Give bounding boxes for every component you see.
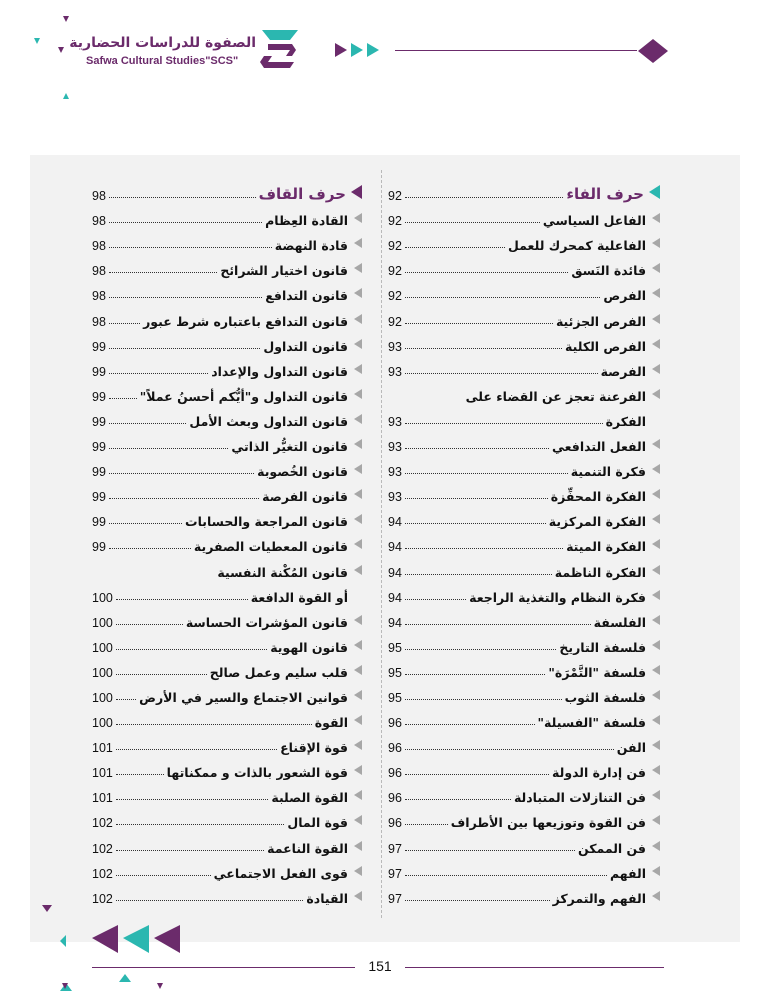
bullet-arrow-icon [354, 514, 362, 524]
index-entry [92, 755, 362, 780]
bullet-arrow-icon [652, 640, 660, 650]
entry-title: فن التنازلات المتبادلة [513, 790, 646, 806]
page-ref: 93 [388, 339, 402, 354]
bullet-arrow-icon [652, 740, 660, 750]
leader-dots [116, 649, 267, 650]
index-entry [92, 379, 362, 404]
entry-title: الفرص الكلية [565, 338, 646, 354]
leader-dots [109, 523, 182, 524]
leader-dots [109, 222, 262, 223]
index-entry [92, 605, 362, 630]
index-entry [92, 580, 362, 605]
entry-title: قوى الفعل الاجتماعي [213, 865, 348, 881]
index-entry [92, 404, 362, 429]
bullet-arrow-icon [354, 539, 362, 549]
page-ref: 101 [92, 791, 113, 806]
index-entry [388, 554, 660, 579]
leader-dots [109, 297, 262, 298]
index-entries-qaf [92, 203, 362, 906]
heading-arrow-icon [351, 185, 362, 199]
leader-dots [405, 197, 563, 198]
logo-english-text: Safwa Cultural Studies"SCS" [86, 55, 239, 67]
leader-dots [116, 774, 164, 775]
entry-title: قانون الخُصوبة [257, 464, 348, 480]
page-ref: 92 [388, 314, 402, 329]
index-entry [388, 454, 660, 479]
page-ref: 99 [92, 414, 106, 429]
entry-title: الفن [616, 740, 646, 756]
bullet-arrow-icon [652, 841, 660, 851]
scs-logo-icon [258, 26, 302, 70]
leader-dots [109, 498, 259, 499]
leader-dots [116, 674, 207, 675]
entry-title: الفهم والتمركز [552, 890, 646, 906]
bullet-arrow-icon [354, 615, 362, 625]
bullet-arrow-icon [354, 414, 362, 424]
index-entry [388, 755, 660, 780]
page-ref: 95 [388, 690, 402, 705]
leader-dots [109, 423, 187, 424]
entry-title: فن الممكن [577, 840, 646, 856]
index-entry [388, 278, 660, 303]
bullet-arrow-icon [652, 288, 660, 298]
leader-dots [405, 749, 614, 750]
index-entry [92, 354, 362, 379]
bullet-arrow-icon [354, 389, 362, 399]
entry-title: فلسفة التاريخ [559, 639, 646, 655]
index-entry [92, 856, 362, 881]
page-ref: 99 [92, 490, 106, 505]
page-ref: 100 [92, 716, 113, 731]
page-ref: 98 [92, 264, 106, 279]
leader-dots [405, 599, 466, 600]
entry-title: قانون اختيار الشرائح [220, 263, 348, 279]
page-ref: 98 [92, 289, 106, 304]
entry-title: الفعل التدافعي [551, 439, 646, 455]
bullet-arrow-icon [652, 314, 660, 324]
leader-dots [405, 624, 591, 625]
page-ref: 96 [388, 716, 402, 731]
bullet-arrow-icon [354, 690, 362, 700]
bullet-arrow-icon [354, 339, 362, 349]
page-ref: 100 [92, 615, 113, 630]
index-entry [388, 479, 660, 504]
index-entry [92, 504, 362, 529]
leader-dots [109, 373, 208, 374]
leader-dots [116, 599, 248, 600]
index-entry [92, 454, 362, 479]
index-entry [388, 655, 660, 680]
leader-dots [405, 348, 562, 349]
bullet-arrow-icon [652, 539, 660, 549]
header-diamond-icon [636, 37, 670, 65]
leader-dots [116, 799, 269, 800]
page-ref: 97 [388, 891, 402, 906]
entry-title: الفكرة [605, 413, 646, 429]
entry-title: قانون المعطيات الصفرية [193, 539, 348, 555]
leader-dots [405, 323, 553, 324]
index-entry [388, 830, 660, 855]
leader-dots [405, 574, 552, 575]
index-entry [388, 253, 660, 278]
entry-title: فلسفة "الفسيلة" [537, 715, 646, 731]
page-ref: 94 [388, 540, 402, 555]
index-column-qaf [92, 178, 362, 906]
entry-title: قانون التداول والإعداد [211, 363, 348, 379]
page-ref: 92 [388, 189, 402, 204]
page-number: 151 [355, 958, 405, 974]
page-ref: 93 [388, 465, 402, 480]
bullet-arrow-icon [652, 263, 660, 273]
leader-dots [405, 850, 575, 851]
leader-dots [405, 649, 556, 650]
page-ref: 93 [388, 440, 402, 455]
index-entry [92, 303, 362, 328]
entry-title: فن القوة وتوزيعها بين الأطراف [450, 815, 646, 831]
index-entry [388, 605, 660, 630]
index-entry [388, 429, 660, 454]
entry-title: قوانين الاجتماع والسير في الأرض [139, 689, 348, 705]
entry-title: القوة الصلبة [271, 790, 348, 806]
page-ref: 99 [92, 540, 106, 555]
bullet-arrow-icon [354, 288, 362, 298]
index-entry [388, 856, 660, 881]
page-ref: 100 [92, 590, 113, 605]
index-entry [92, 479, 362, 504]
bullet-arrow-icon [354, 866, 362, 876]
leader-dots [405, 297, 601, 298]
index-entry [388, 203, 660, 228]
bullet-arrow-icon [354, 765, 362, 775]
page-ref: 102 [92, 891, 113, 906]
header-rule [395, 50, 637, 51]
leader-dots [405, 674, 546, 675]
leader-dots [109, 323, 140, 324]
entry-title: قوة الشعور بالذات و ممكناتها [166, 765, 348, 781]
entry-title: قانون التدافع [265, 288, 348, 304]
bullet-arrow-icon [354, 464, 362, 474]
page-ref: 102 [92, 866, 113, 881]
bullet-arrow-icon [652, 213, 660, 223]
bullet-arrow-icon [652, 765, 660, 775]
bullet-arrow-icon [652, 464, 660, 474]
bullet-arrow-icon [652, 815, 660, 825]
leader-dots [109, 348, 260, 349]
leader-dots [116, 624, 183, 625]
page-ref: 94 [388, 590, 402, 605]
leader-dots [405, 799, 511, 800]
index-entry [388, 680, 660, 705]
page-ref: 102 [92, 841, 113, 856]
page-ref: 92 [388, 264, 402, 279]
bullet-arrow-icon [652, 439, 660, 449]
index-entry [92, 253, 362, 278]
decor-triangles-topleft [0, 0, 90, 110]
entry-title: قانون المراجعة والحسابات [185, 514, 348, 530]
page-ref: 93 [388, 490, 402, 505]
page-ref: 96 [388, 816, 402, 831]
page-ref: 99 [92, 515, 106, 530]
page-ref: 93 [388, 364, 402, 379]
page-ref: 99 [92, 339, 106, 354]
index-entry [92, 655, 362, 680]
index-entry [92, 278, 362, 303]
leader-dots [116, 699, 136, 700]
page-ref: 100 [92, 665, 113, 680]
bullet-arrow-icon [354, 715, 362, 725]
entry-title: الفلسفة [593, 614, 646, 630]
page-ref: 99 [92, 465, 106, 480]
entry-title: قانون التغيُّر الذاتي [231, 439, 348, 455]
leader-dots [405, 373, 598, 374]
logo-arabic-text: الصفوة للدراسات الحضارية [69, 35, 256, 51]
entry-title: قانون التداول وبعث الأمل [189, 413, 348, 429]
entry-title: قانون التداول [263, 338, 348, 354]
entry-title: قلب سليم وعمل صالح [209, 664, 348, 680]
leader-dots [405, 724, 535, 725]
entry-title: فلسفة "التَّمْرَة" [548, 664, 646, 680]
entry-title: فائدة النَسق [571, 263, 646, 279]
page-ref: 99 [92, 389, 106, 404]
bullet-arrow-icon [354, 665, 362, 675]
page-ref: 94 [388, 615, 402, 630]
leader-dots [405, 548, 563, 549]
bullet-arrow-icon [354, 489, 362, 499]
page-ref: 98 [92, 189, 106, 204]
entry-title: الفكرة الميتة [566, 539, 646, 555]
page-ref: 95 [388, 665, 402, 680]
index-entry [92, 705, 362, 730]
leader-dots [405, 824, 448, 825]
index-entry [388, 805, 660, 830]
leader-dots [405, 900, 550, 901]
heading-arrow-icon [649, 185, 660, 199]
leader-dots [405, 498, 548, 499]
index-entry [388, 580, 660, 605]
decor-footer-left [30, 895, 190, 1000]
section-heading-fa [388, 178, 660, 203]
index-entry [388, 354, 660, 379]
entry-title: فلسفة الثوب [564, 689, 646, 705]
leader-dots [116, 749, 277, 750]
page-ref: 95 [388, 640, 402, 655]
leader-dots [405, 247, 505, 248]
entry-title: القيادة [306, 890, 348, 906]
entry-title: الفرص [603, 288, 646, 304]
bullet-arrow-icon [354, 364, 362, 374]
leader-dots [405, 774, 549, 775]
leader-dots [405, 875, 607, 876]
index-entry [388, 329, 660, 354]
bullet-arrow-icon [652, 690, 660, 700]
index-entry [388, 404, 660, 429]
page-ref: 97 [388, 841, 402, 856]
leader-dots [405, 423, 603, 424]
entry-title: الفكرة المحفِّزة [550, 489, 646, 505]
leader-dots [405, 523, 546, 524]
bullet-arrow-icon [652, 590, 660, 600]
leader-dots [109, 247, 272, 248]
bullet-arrow-icon [354, 263, 362, 273]
bullet-arrow-icon [354, 213, 362, 223]
index-entry [92, 529, 362, 554]
entry-title: قانون المؤشرات الحساسة [185, 614, 348, 630]
entry-title: الفرعنة تعجز عن القضاء على [465, 388, 646, 404]
page-ref: 93 [388, 414, 402, 429]
index-entry [388, 630, 660, 655]
entry-title: قانون الهوية [270, 639, 348, 655]
bullet-arrow-icon [652, 615, 660, 625]
index-entry [92, 554, 362, 579]
leader-dots [116, 850, 264, 851]
page-ref: 96 [388, 766, 402, 781]
entry-title: الفرص الجزئية [555, 313, 646, 329]
index-entry [92, 429, 362, 454]
page-ref: 92 [388, 239, 402, 254]
page-ref: 94 [388, 565, 402, 580]
entry-title: القوة [314, 715, 348, 731]
index-entry [92, 780, 362, 805]
entry-title: الفكرة الناظمة [554, 564, 646, 580]
index-entry [92, 630, 362, 655]
entry-title: قوة الإقناع [280, 740, 348, 756]
page-ref: 94 [388, 515, 402, 530]
index-entry [92, 329, 362, 354]
bullet-arrow-icon [652, 339, 660, 349]
index-entries-fa [388, 203, 660, 906]
page-ref: 102 [92, 816, 113, 831]
header-arrows-icon [335, 43, 385, 59]
bullet-arrow-icon [652, 866, 660, 876]
page-ref: 101 [92, 741, 113, 756]
leader-dots [109, 272, 217, 273]
bullet-arrow-icon [652, 514, 660, 524]
page-ref: 96 [388, 741, 402, 756]
leader-dots [116, 875, 211, 876]
leader-dots [116, 824, 284, 825]
index-entry [388, 780, 660, 805]
bullet-arrow-icon [652, 565, 660, 575]
bullet-arrow-icon [652, 238, 660, 248]
page-ref: 100 [92, 640, 113, 655]
page-header [0, 0, 770, 110]
entry-title: قوة المال [287, 815, 348, 831]
entry-title: فكرة النظام والتغذية الراجعة [469, 589, 646, 605]
leader-dots [116, 724, 312, 725]
leader-dots [405, 272, 569, 273]
entry-title: الفاعل السياسي [542, 213, 646, 229]
entry-title: القادة العِظام [265, 213, 348, 229]
leader-dots [405, 699, 562, 700]
index-entry [92, 830, 362, 855]
index-entry [388, 529, 660, 554]
index-entry [92, 228, 362, 253]
index-entry [388, 303, 660, 328]
leader-dots [405, 222, 540, 223]
entry-title: الفرصة [600, 363, 646, 379]
bullet-arrow-icon [652, 364, 660, 374]
page-ref: 101 [92, 766, 113, 781]
entry-title: قانون المُكْنة النفسية [217, 564, 348, 580]
leader-dots [109, 473, 254, 474]
index-entry [388, 881, 660, 906]
leader-dots [109, 398, 137, 399]
section-heading-title: حرف الفاء [566, 185, 644, 204]
bullet-arrow-icon [354, 740, 362, 750]
entry-title: قانون الفرصة [262, 489, 348, 505]
page-ref: 92 [388, 289, 402, 304]
page-ref: 100 [92, 690, 113, 705]
index-entry [388, 504, 660, 529]
entry-title: قادة النهضة [274, 238, 348, 254]
bullet-arrow-icon [652, 891, 660, 901]
bullet-arrow-icon [354, 238, 362, 248]
bullet-arrow-icon [652, 790, 660, 800]
entry-title: الفكرة المركزية [548, 514, 646, 530]
bullet-arrow-icon [652, 489, 660, 499]
bullet-arrow-icon [354, 439, 362, 449]
index-entry [92, 203, 362, 228]
page-ref: 98 [92, 214, 106, 229]
bullet-arrow-icon [652, 715, 660, 725]
section-heading-qaf [92, 178, 362, 203]
leader-dots [109, 197, 256, 198]
index-entry [92, 730, 362, 755]
entry-title: الفاعلية كمحرك للعمل [508, 238, 646, 254]
index-entry [92, 805, 362, 830]
leader-dots [405, 473, 568, 474]
entry-title: قانون التدافع باعتباره شرط عبور [143, 313, 348, 329]
index-entry [92, 680, 362, 705]
index-entry [388, 379, 660, 404]
page-ref: 92 [388, 214, 402, 229]
bullet-arrow-icon [354, 314, 362, 324]
bullet-arrow-icon [652, 665, 660, 675]
page-ref: 99 [92, 440, 106, 455]
bullet-arrow-icon [354, 790, 362, 800]
page-ref: 98 [92, 314, 106, 329]
bullet-arrow-icon [652, 389, 660, 399]
index-entry [388, 730, 660, 755]
index-entry [388, 705, 660, 730]
section-heading-title: حرف القاف [258, 185, 346, 204]
index-column-fa [388, 178, 660, 906]
entry-title: قانون التداول و"أيُّكم أحسنُ عملاً" [139, 388, 348, 404]
entry-title: القوة الناعمة [267, 840, 348, 856]
bullet-arrow-icon [354, 841, 362, 851]
page-ref: 98 [92, 239, 106, 254]
page-ref: 99 [92, 364, 106, 379]
entry-title: فكرة التنمية [570, 464, 646, 480]
page-ref: 96 [388, 791, 402, 806]
entry-title: الفهم [609, 865, 646, 881]
entry-title: أو القوة الدافعة [250, 589, 348, 605]
column-divider [381, 170, 382, 918]
entry-title: فن إدارة الدولة [552, 765, 646, 781]
page-ref: 97 [388, 866, 402, 881]
index-entry [388, 228, 660, 253]
bullet-arrow-icon [354, 640, 362, 650]
bullet-arrow-icon [354, 891, 362, 901]
leader-dots [405, 448, 549, 449]
bullet-arrow-icon [354, 565, 362, 575]
leader-dots [109, 548, 191, 549]
leader-dots [109, 448, 228, 449]
bullet-arrow-icon [354, 815, 362, 825]
